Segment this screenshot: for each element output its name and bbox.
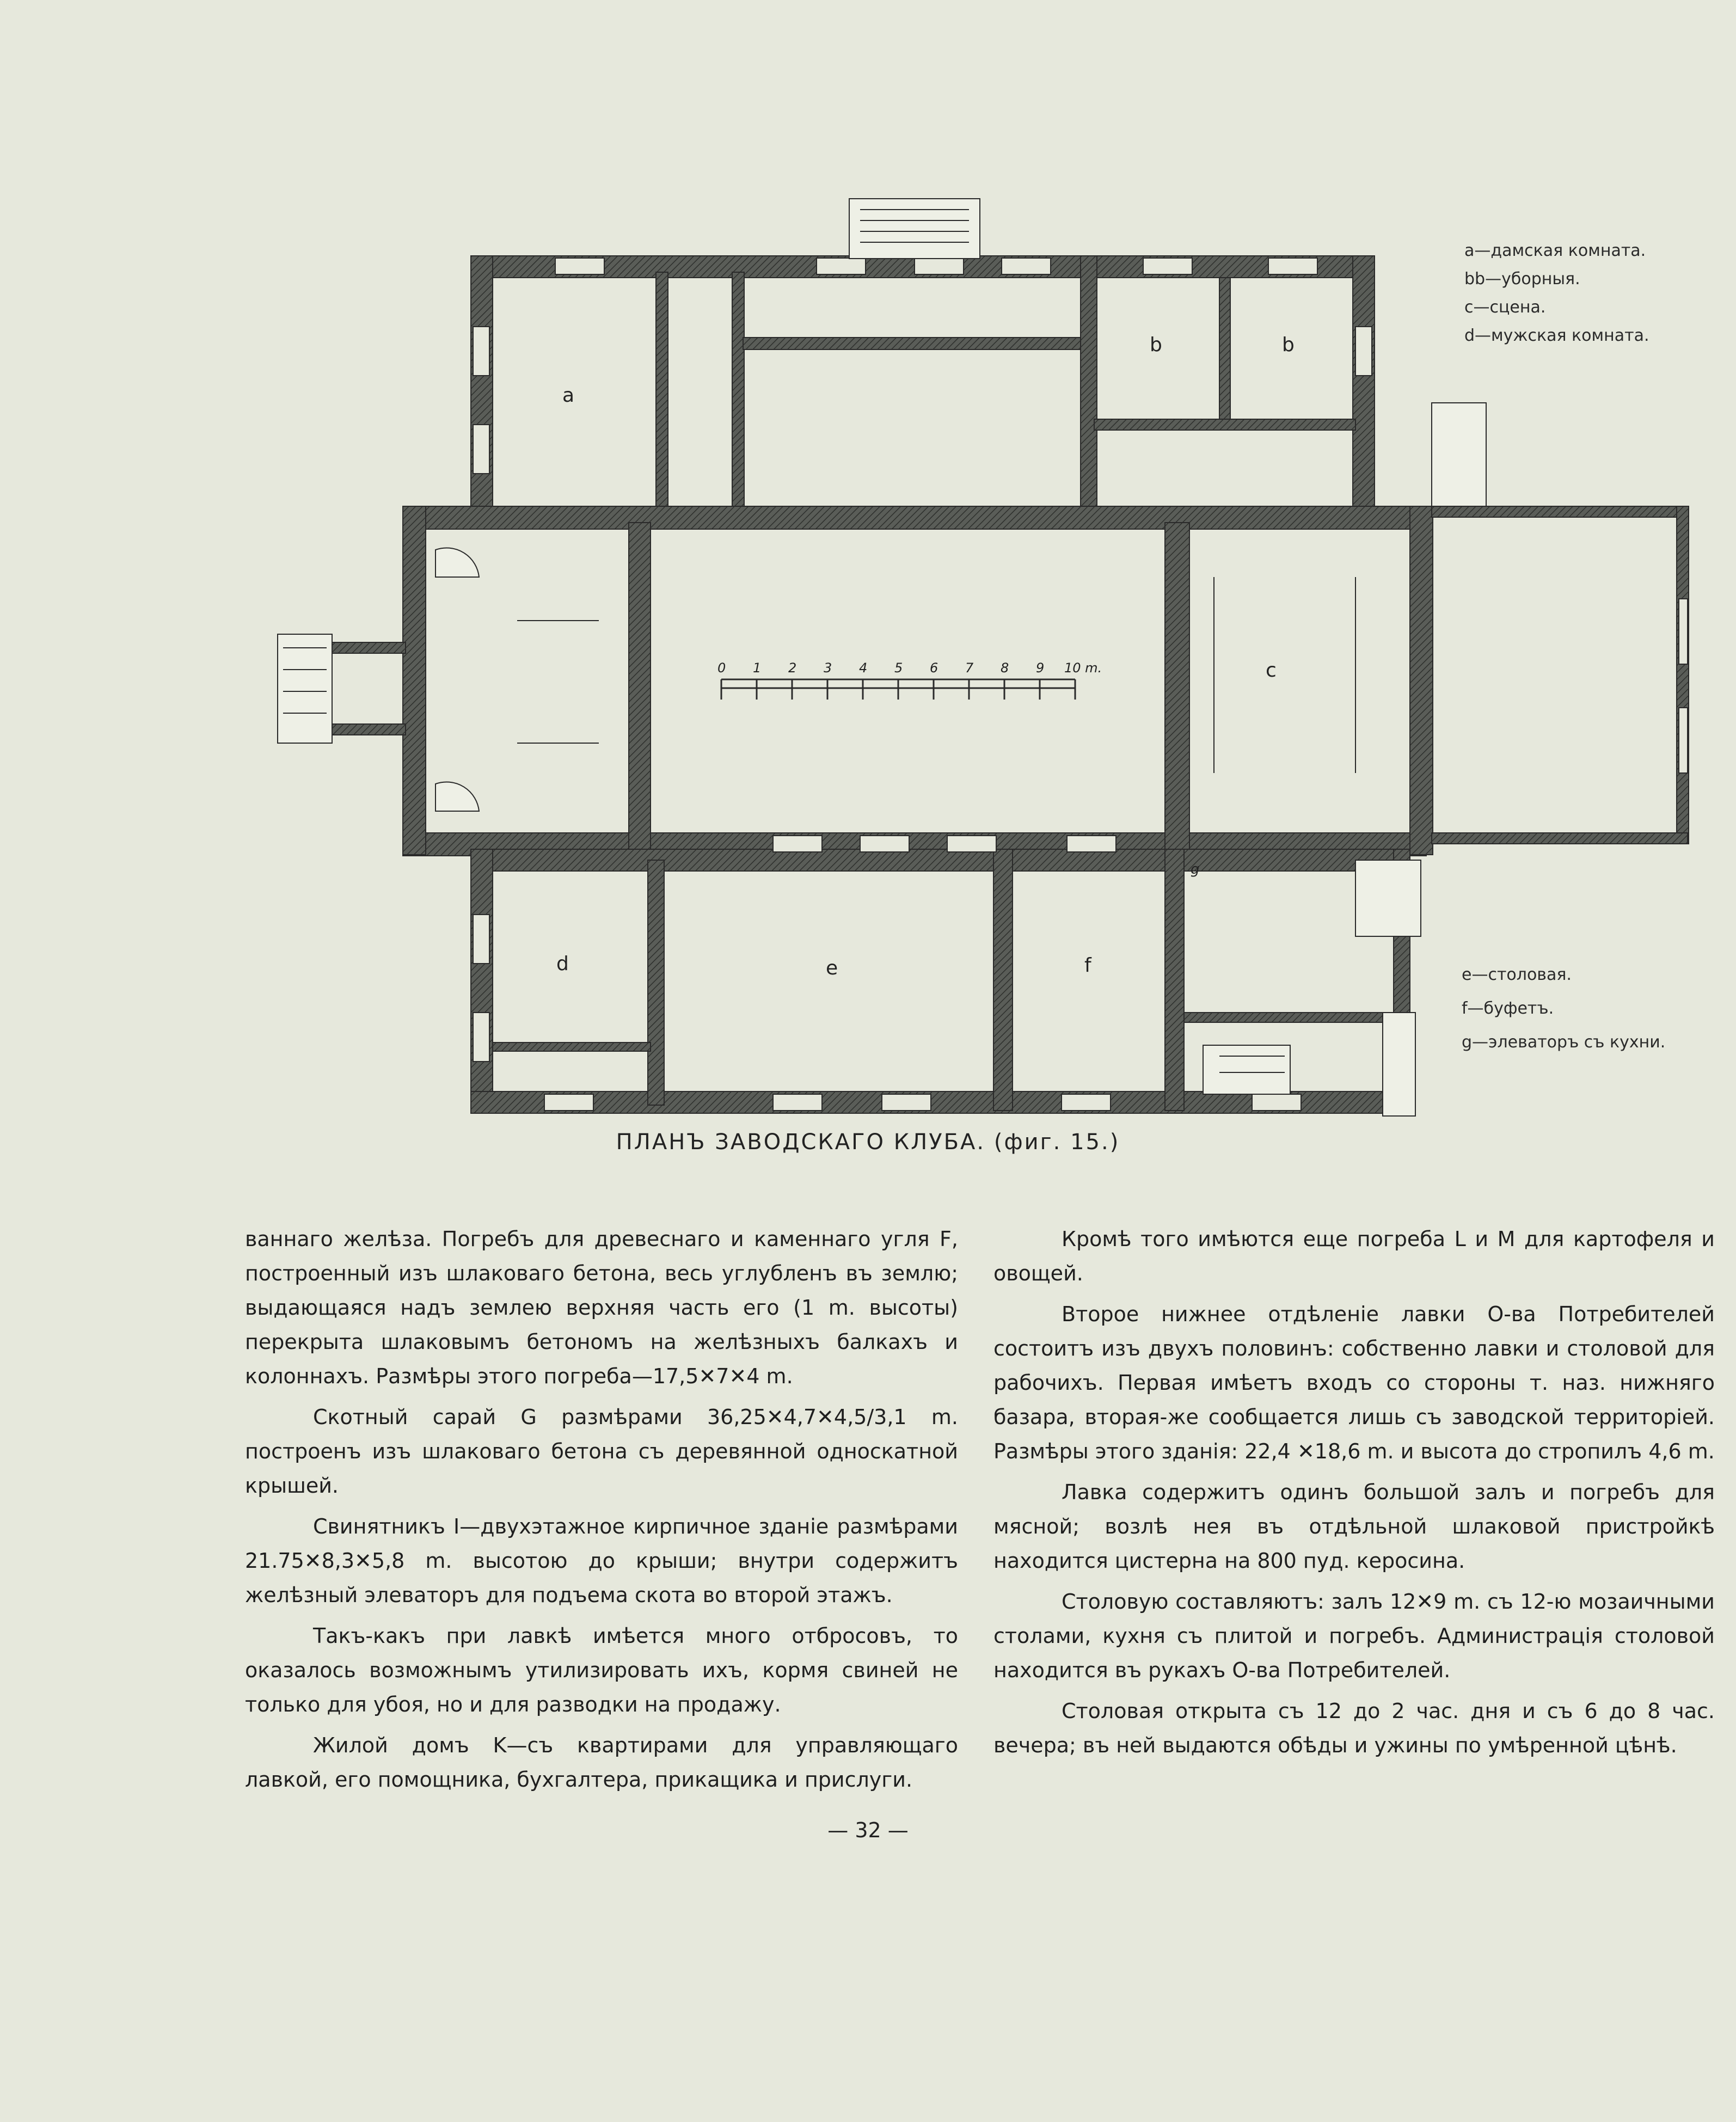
paragraph: Скотный сарай G размѣрами 36,25✕4,7✕4,5/3,1 m. построенъ изъ шлаковаго бетона съ деревянной односкатной крышей. — [245, 1405, 958, 1498]
legend-item: f—буфетъ. — [1462, 999, 1554, 1018]
paragraph: ваннаго желѣза. Погребъ для древеснаго и каменнаго угля F, построенный изъ шлаковаго бетона, весь углубленъ въ землю; выдающаяся надъ землею верхняя часть его (1 m. высоты) перекрыта шлаковымъ бетономъ на желѣзныхъ балкахъ и колоннахъ. Размѣры этого погреба—17,5✕7✕4 m. — [245, 1227, 958, 1388]
legend-item: a—дамская комната. — [1464, 241, 1646, 260]
plan-legend-top — [1464, 237, 1649, 350]
scale-tick: 7 — [965, 660, 974, 676]
legend-item: g—элеваторъ съ кухни. — [1462, 1033, 1666, 1052]
room-label-d: d — [556, 953, 569, 975]
scale-tick: 10 m. — [1064, 660, 1102, 676]
room-label-e: e — [826, 957, 838, 979]
legend-item: bb—уборныя. — [1464, 269, 1580, 289]
figure-caption: ПЛАНЪ ЗАВОДСКАГО КЛУБА. (фиг. 15.) — [616, 1130, 1120, 1155]
paragraph: Кромѣ того имѣются еще погреба L и M для картофеля и овощей. — [993, 1227, 1715, 1285]
legend-item: c—сцена. — [1464, 298, 1546, 317]
scale-tick: 3 — [824, 660, 832, 676]
paragraph: Свинятникъ I—двухэтажное кирпичное зданіе размѣрами 21.75✕8,3✕5,8 m. высотою до крыши; внутри содержитъ желѣзный элеваторъ для подъема скота во второй этажъ. — [245, 1514, 958, 1607]
paragraph: Столовая открыта съ 12 до 2 час. дня и съ 6 до 8 час. вечера; въ ней выдаются обѣды и ужины по умѣренной цѣнѣ. — [993, 1699, 1715, 1757]
scale-tick: 1 — [753, 660, 762, 676]
scale-tick: 9 — [1036, 660, 1045, 676]
scale-tick: 4 — [859, 660, 868, 676]
room-label-g: g — [1191, 861, 1200, 878]
paragraph: Столовую составляютъ: залъ 12✕9 m. съ 12-ю мозаичными столами, кухня съ плитой и погребъ. Администрація столовой находится въ рукахъ О-ва Потребителей. — [993, 1590, 1715, 1682]
scale-tick: 5 — [894, 660, 903, 676]
text-column-left — [245, 1222, 958, 1804]
scale-tick: 8 — [1001, 660, 1009, 676]
text-column-right — [993, 1222, 1715, 1769]
page-number: — 32 — — [827, 1818, 909, 1842]
paragraph: Лавка содержитъ одинъ большой залъ и погребъ для мясной; возлѣ нея въ отдѣльной шлаковой пристройкѣ находится цистерна на 800 пуд. керосина. — [993, 1480, 1715, 1573]
legend-item: e—столовая. — [1462, 965, 1572, 984]
scale-tick: 2 — [788, 660, 797, 676]
paragraph: Такъ-какъ при лавкѣ имѣется много отбросовъ, то оказалось возможнымъ утилизировать ихъ, кормя свиней не только для убоя, но и для разводки на продажу. — [245, 1624, 958, 1716]
room-label-c: c — [1266, 659, 1277, 682]
room-label-b: b — [1282, 334, 1295, 356]
room-label-f: f — [1084, 954, 1091, 977]
paragraph: Второе нижнее отдѣленіе лавки О-ва Потребителей состоитъ изъ двухъ половинъ: собственно лавки и столовой для рабочихъ. Первая имѣетъ входъ со стороны т. наз. нижняго базара, вторая-же сообщается лишь съ заводской территоріей. Размѣры этого зданія: 22,4 ✕18,6 m. и высота до стропилъ 4,6 m. — [993, 1302, 1715, 1463]
legend-item: d—мужская комната. — [1464, 326, 1649, 345]
plan-legend-bottom — [1462, 958, 1665, 1059]
scale-tick: 6 — [930, 660, 938, 676]
room-label-b: b — [1150, 334, 1162, 356]
paragraph: Жилой домъ K—съ квартирами для управляющаго лавкой, его помощника, бухгалтера, прикащика и прислуги. — [245, 1733, 958, 1792]
room-label-a: a — [562, 384, 575, 407]
scale-tick: 0 — [717, 660, 726, 676]
